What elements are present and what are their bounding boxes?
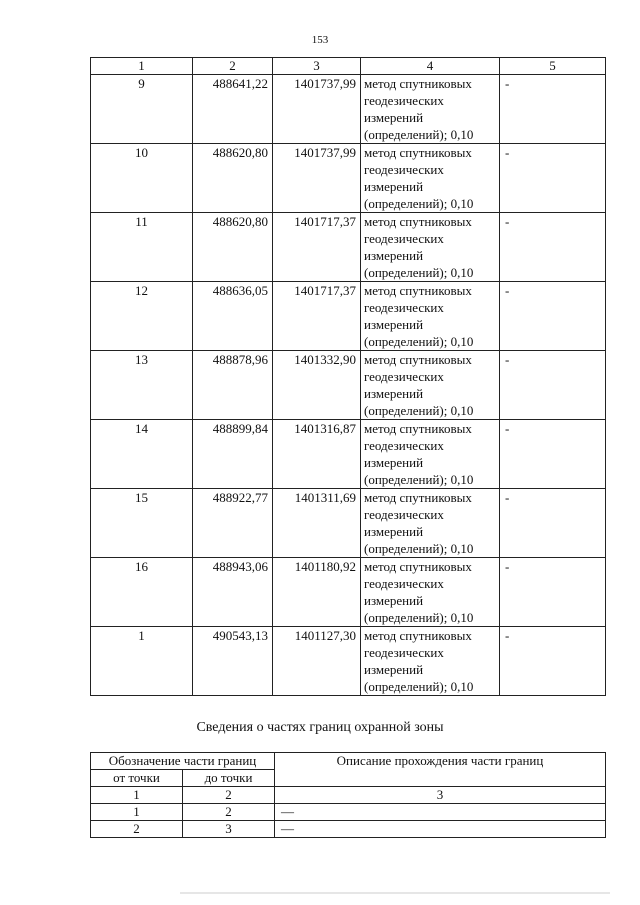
coordinate-y: 1401737,99 <box>273 144 361 213</box>
coordinates-body <box>91 75 606 696</box>
point-note: - <box>500 420 606 489</box>
point-number: 16 <box>91 558 193 627</box>
point-note: - <box>500 282 606 351</box>
header-cell: 5 <box>500 58 606 75</box>
method-description <box>361 420 500 489</box>
method-description <box>361 75 500 144</box>
method-line: (определений); 0,10 <box>364 403 474 418</box>
point-number: 11 <box>91 213 193 282</box>
coordinate-x: 488641,22 <box>193 75 273 144</box>
method-line: метод спутниковых <box>364 214 472 229</box>
from-point: 2 <box>91 821 183 838</box>
method-line: измерений <box>364 455 424 470</box>
method-line: метод спутниковых <box>364 490 472 505</box>
point-note: - <box>500 558 606 627</box>
method-line: метод спутниковых <box>364 421 472 436</box>
method-line: геодезических <box>364 231 444 246</box>
method-description <box>361 558 500 627</box>
method-line: измерений <box>364 662 424 677</box>
coordinate-x: 488620,80 <box>193 213 273 282</box>
coordinate-y: 1401180,92 <box>273 558 361 627</box>
method-line: геодезических <box>364 438 444 453</box>
bottom-faint-line <box>180 892 610 894</box>
method-line: (определений); 0,10 <box>364 196 474 211</box>
coordinate-row <box>91 558 606 627</box>
method-line: метод спутниковых <box>364 283 472 298</box>
method-line: измерений <box>364 110 424 125</box>
method-description <box>361 627 500 696</box>
coordinate-row <box>91 75 606 144</box>
point-number: 10 <box>91 144 193 213</box>
method-line: измерений <box>364 524 424 539</box>
coordinate-x: 488899,84 <box>193 420 273 489</box>
method-line: (определений); 0,10 <box>364 334 474 349</box>
coordinate-x: 488943,06 <box>193 558 273 627</box>
method-line: (определений); 0,10 <box>364 679 474 694</box>
method-line: (определений); 0,10 <box>364 541 474 556</box>
coordinate-row <box>91 627 606 696</box>
point-number: 12 <box>91 282 193 351</box>
method-line: измерений <box>364 248 424 263</box>
point-number: 1 <box>91 627 193 696</box>
index-cell: 3 <box>275 787 606 804</box>
header-cell: 1 <box>91 58 193 75</box>
coordinate-x: 488636,05 <box>193 282 273 351</box>
method-line: (определений); 0,10 <box>364 610 474 625</box>
point-note: - <box>500 627 606 696</box>
method-line: геодезических <box>364 162 444 177</box>
coordinate-y: 1401737,99 <box>273 75 361 144</box>
point-note: - <box>500 489 606 558</box>
section-title: Сведения о частях границ охранной зоны <box>196 720 444 735</box>
coordinate-row <box>91 351 606 420</box>
coordinate-x: 488922,77 <box>193 489 273 558</box>
method-line: геодезических <box>364 300 444 315</box>
header-cell: 4 <box>361 58 500 75</box>
method-line: геодезических <box>364 645 444 660</box>
method-line: измерений <box>364 317 424 332</box>
method-line: геодезических <box>364 507 444 522</box>
method-line: метод спутниковых <box>364 628 472 643</box>
coordinates-table <box>90 57 606 696</box>
parts-row <box>91 821 606 838</box>
coordinate-x: 490543,13 <box>193 627 273 696</box>
method-line: измерений <box>364 179 424 194</box>
page-number: 153 <box>311 34 329 46</box>
method-line: измерений <box>364 593 424 608</box>
method-line: метод спутниковых <box>364 76 472 91</box>
designation-header: Обозначение части границ <box>91 753 275 770</box>
method-line: (определений); 0,10 <box>364 472 474 487</box>
method-description <box>361 351 500 420</box>
index-cell: 1 <box>91 787 183 804</box>
to-point: 3 <box>183 821 275 838</box>
method-line: геодезических <box>364 369 444 384</box>
part-description: — <box>275 821 606 838</box>
coordinate-row <box>91 282 606 351</box>
method-line: (определений); 0,10 <box>364 127 474 142</box>
point-note: - <box>500 351 606 420</box>
point-note: - <box>500 213 606 282</box>
coordinate-y: 1401717,37 <box>273 213 361 282</box>
coordinate-x: 488878,96 <box>193 351 273 420</box>
boundary-parts-table <box>90 752 606 838</box>
from-point-header: от точки <box>91 770 183 787</box>
point-note: - <box>500 75 606 144</box>
method-line: метод спутниковых <box>364 559 472 574</box>
to-point-header: до точки <box>183 770 275 787</box>
index-cell: 2 <box>183 787 275 804</box>
point-number: 15 <box>91 489 193 558</box>
coordinate-y: 1401717,37 <box>273 282 361 351</box>
description-header: Описание прохождения части границ <box>275 753 606 787</box>
method-line: геодезических <box>364 93 444 108</box>
coordinate-x: 488620,80 <box>193 144 273 213</box>
coordinate-y: 1401332,90 <box>273 351 361 420</box>
coordinate-y: 1401127,30 <box>273 627 361 696</box>
point-note: - <box>500 144 606 213</box>
method-description <box>361 144 500 213</box>
point-number: 13 <box>91 351 193 420</box>
coordinate-y: 1401316,87 <box>273 420 361 489</box>
from-point: 1 <box>91 804 183 821</box>
method-line: геодезических <box>364 576 444 591</box>
part-description: — <box>275 804 606 821</box>
method-line: (определений); 0,10 <box>364 265 474 280</box>
header-cell: 3 <box>273 58 361 75</box>
coordinate-row <box>91 213 606 282</box>
to-point: 2 <box>183 804 275 821</box>
header-cell: 2 <box>193 58 273 75</box>
coordinate-row <box>91 489 606 558</box>
coordinate-y: 1401311,69 <box>273 489 361 558</box>
coordinate-row <box>91 144 606 213</box>
method-line: измерений <box>364 386 424 401</box>
point-number: 14 <box>91 420 193 489</box>
coordinate-row <box>91 420 606 489</box>
coordinates-header-row <box>91 58 606 75</box>
method-description <box>361 213 500 282</box>
method-description <box>361 282 500 351</box>
point-number: 9 <box>91 75 193 144</box>
parts-row <box>91 804 606 821</box>
parts-index-row <box>91 787 606 804</box>
parts-header-row <box>91 753 606 770</box>
method-line: метод спутниковых <box>364 352 472 367</box>
method-line: метод спутниковых <box>364 145 472 160</box>
method-description <box>361 489 500 558</box>
